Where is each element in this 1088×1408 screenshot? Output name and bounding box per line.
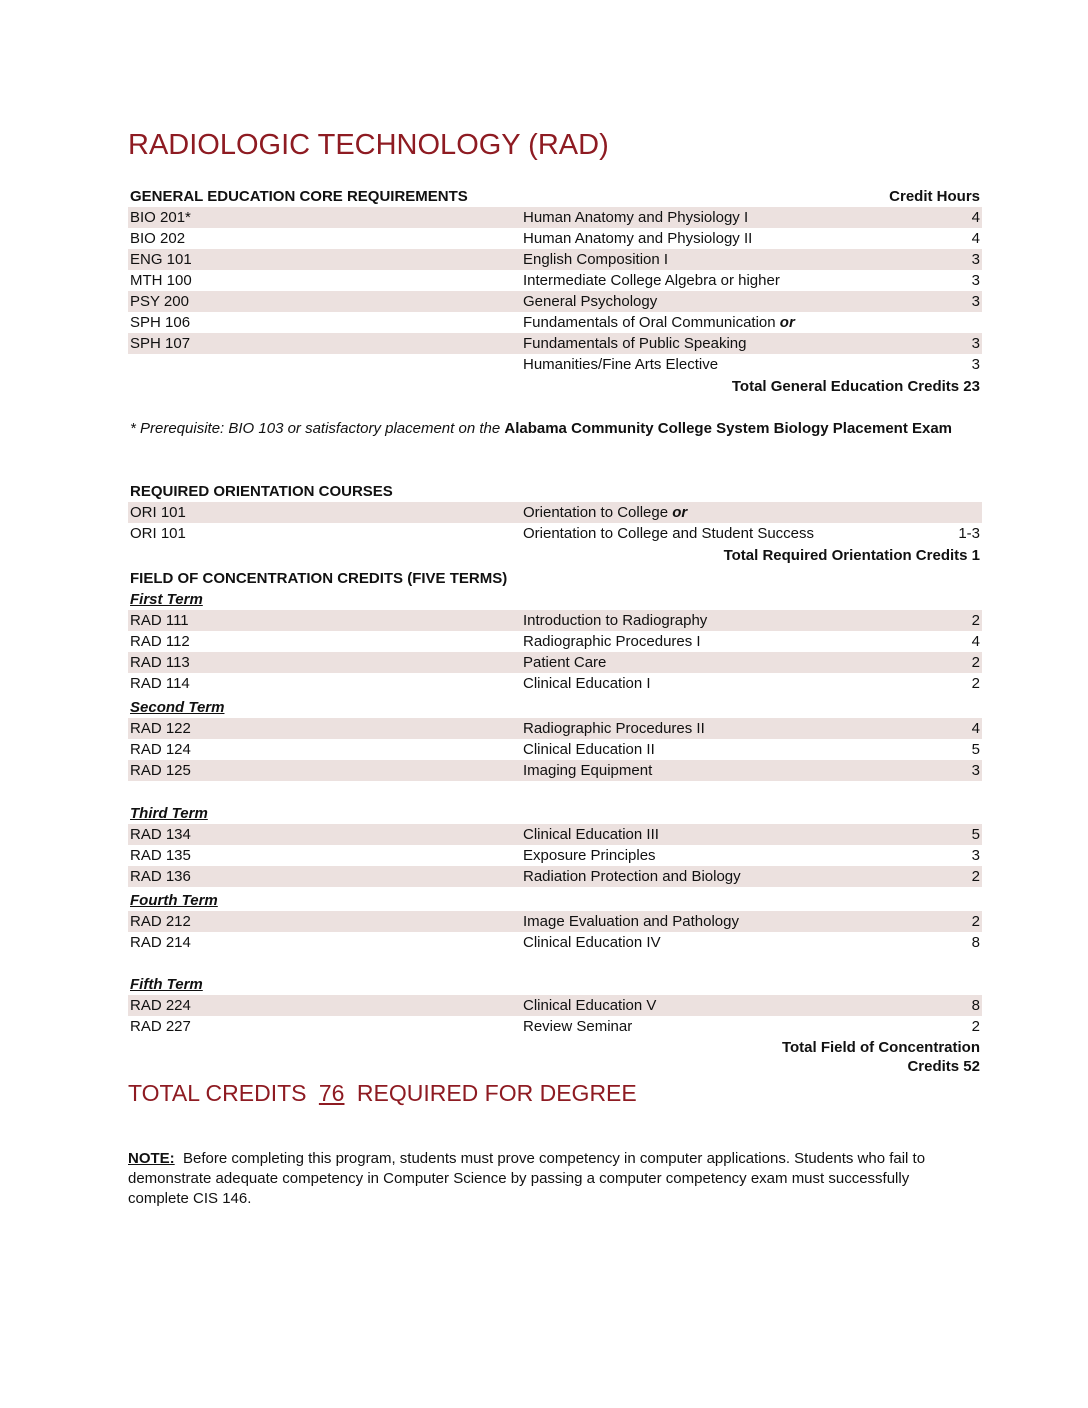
course-credits: 3 bbox=[971, 847, 980, 864]
course-title: Radiographic Procedures II bbox=[523, 720, 705, 737]
course-credits: 2 bbox=[971, 1018, 980, 1035]
prerequisite-note bbox=[130, 419, 980, 438]
course-credits: 3 bbox=[971, 762, 980, 779]
course-title: Human Anatomy and Physiology I bbox=[523, 209, 749, 226]
course-code: RAD 112 bbox=[130, 633, 190, 650]
table-row bbox=[128, 652, 982, 673]
course-code: SPH 107 bbox=[130, 335, 191, 352]
course-code: BIO 202 bbox=[130, 230, 186, 247]
table-row bbox=[128, 995, 982, 1016]
course-credits: 2 bbox=[971, 913, 980, 930]
table-row bbox=[128, 610, 982, 631]
note-label: NOTE: bbox=[128, 1150, 175, 1167]
course-title: General Psychology bbox=[523, 293, 658, 310]
course-title: Imaging Equipment bbox=[523, 762, 653, 779]
term-heading: Fifth Term bbox=[130, 976, 203, 993]
note-paragraph bbox=[128, 1149, 968, 1209]
term-heading: Third Term bbox=[130, 805, 208, 822]
course-title: Image Evaluation and Pathology bbox=[523, 913, 739, 930]
concentration-total-line1: Total Field of Concentration bbox=[781, 1039, 980, 1056]
course-credits: 3 bbox=[971, 293, 980, 310]
course-credits: 1-3 bbox=[958, 525, 980, 542]
course-credits: 4 bbox=[971, 720, 980, 737]
course-title: Orientation to College and Student Success bbox=[523, 525, 815, 542]
table-row bbox=[128, 249, 982, 270]
course-title: Radiographic Procedures I bbox=[523, 633, 701, 650]
term-heading: First Term bbox=[130, 591, 203, 608]
course-title: Human Anatomy and Physiology II bbox=[523, 230, 753, 247]
course-title: Introduction to Radiography bbox=[523, 612, 708, 629]
total-credits-prefix: TOTAL CREDITS bbox=[128, 1080, 307, 1106]
course-credits: 4 bbox=[971, 209, 980, 226]
table-row bbox=[128, 760, 982, 781]
course-credits: 4 bbox=[971, 230, 980, 247]
table-row bbox=[128, 631, 982, 652]
course-title: Humanities/Fine Arts Elective bbox=[523, 356, 719, 373]
table-row bbox=[128, 739, 982, 760]
course-code: BIO 201* bbox=[130, 209, 191, 226]
or-connector: or bbox=[672, 504, 688, 521]
course-credits: 5 bbox=[971, 741, 980, 758]
table-row bbox=[128, 312, 982, 333]
page-title: RADIOLOGIC TECHNOLOGY (RAD) bbox=[128, 129, 609, 161]
course-code: RAD 224 bbox=[130, 997, 191, 1014]
note-text: Before completing this program, students must prove competency in computer applications. Students who fail to demonstrate adequate competency in Computer Science by passing a computer competency exam must successfully complete CIS 146. bbox=[128, 1150, 926, 1207]
prerequisite-text: * Prerequisite: BIO 103 or satisfactory placement on the bbox=[130, 420, 501, 437]
table-row bbox=[128, 270, 982, 291]
course-credits: 3 bbox=[971, 356, 980, 373]
course-code: PSY 200 bbox=[130, 293, 189, 310]
course-code: RAD 214 bbox=[130, 934, 191, 951]
table-row bbox=[128, 718, 982, 739]
course-credits: 2 bbox=[971, 612, 980, 629]
orientation-total: Total Required Orientation Credits 1 bbox=[723, 547, 980, 564]
gen-ed-header: GENERAL EDUCATION CORE REQUIREMENTS bbox=[130, 188, 468, 205]
course-title: Patient Care bbox=[523, 654, 607, 671]
course-code: RAD 114 bbox=[130, 675, 190, 692]
credit-hours-header: Credit Hours bbox=[889, 188, 980, 205]
course-title: Clinical Education II bbox=[523, 741, 655, 758]
course-credits: 2 bbox=[971, 675, 980, 692]
course-title bbox=[523, 502, 687, 523]
course-code: RAD 113 bbox=[130, 654, 190, 671]
course-code: RAD 135 bbox=[130, 847, 191, 864]
course-credits: 5 bbox=[971, 826, 980, 843]
course-title: Clinical Education I bbox=[523, 675, 651, 692]
course-credits: 3 bbox=[971, 251, 980, 268]
gen-ed-total: Total General Education Credits 23 bbox=[731, 378, 980, 395]
course-code: RAD 134 bbox=[130, 826, 191, 843]
total-credits-banner bbox=[128, 1080, 637, 1107]
course-title: Radiation Protection and Biology bbox=[523, 868, 741, 885]
orientation-header: REQUIRED ORIENTATION COURSES bbox=[130, 483, 393, 500]
table-row bbox=[128, 354, 982, 375]
course-credits: 3 bbox=[971, 335, 980, 352]
course-code: ORI 101 bbox=[130, 525, 186, 542]
course-credits: 2 bbox=[971, 868, 980, 885]
course-title: Review Seminar bbox=[523, 1018, 633, 1035]
course-credits: 4 bbox=[971, 633, 980, 650]
course-title: Clinical Education III bbox=[523, 826, 659, 843]
concentration-total bbox=[782, 1038, 980, 1076]
course-title: Fundamentals of Public Speaking bbox=[523, 335, 747, 352]
course-title: Clinical Education V bbox=[523, 997, 657, 1014]
course-code: RAD 111 bbox=[130, 612, 189, 629]
table-row bbox=[128, 932, 982, 953]
course-code: RAD 125 bbox=[130, 762, 191, 779]
table-row bbox=[128, 673, 982, 694]
table-row bbox=[128, 502, 982, 523]
table-row bbox=[128, 1016, 982, 1037]
course-code: MTH 100 bbox=[130, 272, 192, 289]
concentration-header: FIELD OF CONCENTRATION CREDITS (FIVE TERMS) bbox=[130, 570, 508, 587]
table-row bbox=[128, 291, 982, 312]
term-heading: Fourth Term bbox=[130, 892, 218, 909]
course-code: RAD 227 bbox=[130, 1018, 191, 1035]
course-code: RAD 212 bbox=[130, 913, 191, 930]
course-credits: 8 bbox=[971, 997, 980, 1014]
course-credits: 8 bbox=[971, 934, 980, 951]
course-credits: 2 bbox=[971, 654, 980, 671]
course-title: Exposure Principles bbox=[523, 847, 656, 864]
course-code: RAD 136 bbox=[130, 868, 191, 885]
course-code: RAD 124 bbox=[130, 741, 191, 758]
concentration-total-line2: Credits 52 bbox=[907, 1058, 980, 1075]
course-title: English Composition I bbox=[523, 251, 669, 268]
course-title bbox=[523, 312, 795, 333]
course-code: ENG 101 bbox=[130, 251, 192, 268]
table-row bbox=[128, 911, 982, 932]
placement-exam-name: Alabama Community College System Biology Placement Exam bbox=[504, 420, 953, 437]
table-row bbox=[128, 845, 982, 866]
course-title: Clinical Education IV bbox=[523, 934, 661, 951]
total-credits-suffix: REQUIRED FOR DEGREE bbox=[356, 1080, 637, 1106]
or-connector: or bbox=[779, 314, 795, 331]
table-row bbox=[128, 523, 982, 544]
total-credits-number: 76 bbox=[318, 1080, 345, 1106]
table-row bbox=[128, 207, 982, 228]
course-code: SPH 106 bbox=[130, 314, 191, 331]
table-row bbox=[128, 824, 982, 845]
table-row bbox=[128, 866, 982, 887]
table-row bbox=[128, 228, 982, 249]
course-code: ORI 101 bbox=[130, 504, 186, 521]
table-row bbox=[128, 333, 982, 354]
course-credits: 3 bbox=[971, 272, 980, 289]
course-title: Intermediate College Algebra or higher bbox=[523, 272, 780, 289]
course-title-text: Fundamentals of Oral Communication bbox=[523, 314, 776, 331]
course-title-text: Orientation to College bbox=[523, 504, 669, 521]
term-heading: Second Term bbox=[130, 699, 225, 716]
course-code: RAD 122 bbox=[130, 720, 191, 737]
